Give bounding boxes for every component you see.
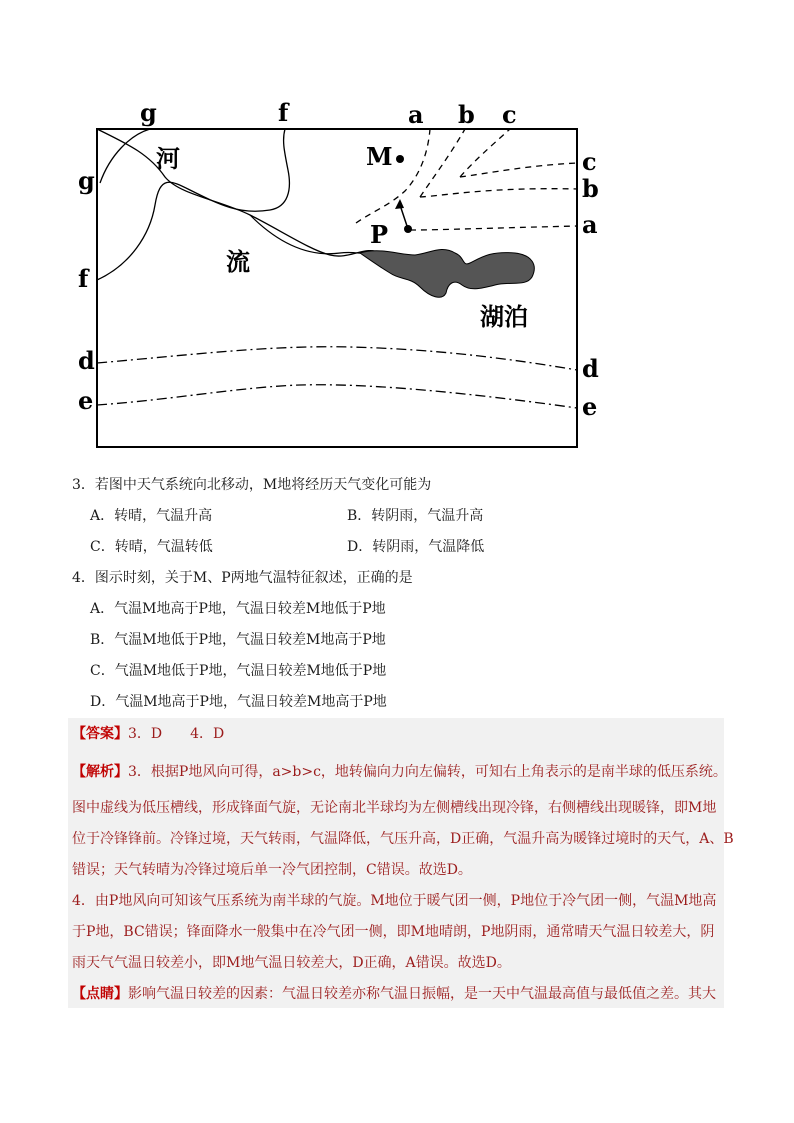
label-f-top: f [278, 98, 289, 127]
river-line-mouth [250, 215, 370, 254]
analysis-line-1 [72, 762, 727, 782]
label-d-left: d [78, 346, 95, 375]
answer-text: 3．D 4．D [128, 726, 225, 742]
line-e [97, 385, 577, 408]
isobar-b [420, 189, 578, 197]
analysis-tag: 【解析】 [72, 764, 128, 780]
river-line-f [97, 129, 289, 280]
label-a-right: a [582, 210, 598, 239]
analysis-line-2: 图中虚线为低压槽线，形成锋面气旋，无论南北半球均为左侧槽线出现冷锋，右侧槽线出现暖锋，即M地 [72, 800, 717, 816]
comment-tag: 【点睛】 [72, 986, 128, 1002]
trough-line-right [460, 129, 510, 177]
q3-option-c: C．转晴，气温转低 [90, 539, 213, 555]
answer-tag: 【答案】 [72, 726, 128, 742]
label-b-right: b [582, 174, 599, 203]
label-e-right: e [582, 392, 598, 421]
answer-line [72, 724, 224, 744]
comment-line [72, 984, 716, 1004]
q4-option-c: C．气温M地低于P地，气温日较差M地低于P地 [90, 663, 387, 679]
label-g-left: g [78, 166, 95, 195]
river-bank-g [97, 129, 380, 256]
label-c-top: c [502, 100, 517, 129]
answer-analysis-block [68, 718, 734, 1008]
line-d [97, 347, 577, 370]
wind-arrow-head [395, 199, 404, 209]
question-4-stem: 4．图示时刻，关于M、P两地气温特征叙述，正确的是 [72, 570, 413, 586]
q3-option-a: A．转晴，气温升高 [90, 508, 213, 524]
point-p-label: P [370, 220, 389, 249]
question-3-stem: 3．若图中天气系统向北移动，M地将经历天气变化可能为 [72, 477, 432, 493]
label-b-top: b [458, 100, 475, 129]
label-f-left: f [78, 264, 89, 293]
wind-arrow [400, 205, 408, 229]
q4-option-a: A．气温M地高于P地，气温日较差M地低于P地 [90, 601, 386, 617]
river-label-1: 河 [156, 144, 180, 173]
river-line-g-left [100, 129, 150, 183]
trough-line-mid [420, 129, 465, 197]
point-m-dot [396, 155, 404, 163]
analysis-line-7: 雨天气气温日较差小，即M地气温日较差大，D正确，A错误。故选D。 [72, 955, 511, 971]
label-c-right: c [582, 147, 597, 176]
lake [360, 250, 534, 298]
comment-text: 影响气温日较差的因素：气温日较差亦称气温日振幅，是一天中气温最高值与最低值之差。其大 [128, 986, 716, 1002]
label-a-top: a [408, 100, 424, 129]
label-d-right: d [582, 354, 599, 383]
river-label-2: 流 [226, 247, 250, 276]
analysis-line-5: 4．由P地风向可知该气压系统为南半球的气旋。M地位于暖气团一侧，P地位于冷气团一侧，气温M地高 [72, 893, 717, 909]
isobar-a [410, 226, 578, 230]
analysis-text-1: 3．根据P地风向可得，a>b>c，地转偏向力向左偏转，可知右上角表示的是南半球的低压系统。 [128, 764, 727, 780]
analysis-line-3: 位于冷锋锋前。冷锋过境，天气转雨，气温降低，气压升高，D正确，气温升高为暖锋过境时的天气，A、B [72, 831, 734, 847]
lake-label: 湖泊 [480, 302, 528, 331]
isobar-c [460, 163, 578, 177]
q3-option-d: D．转阴雨，气温降低 [347, 539, 485, 555]
map-frame [97, 129, 577, 447]
analysis-line-6: 于P地，BC错误；锋面降水一般集中在冷气团一侧，即M地晴朗，P地阴雨，通常晴天气温日较差大，阴 [72, 924, 715, 940]
point-m-label: M [366, 142, 393, 171]
q3-option-b: B．转阴雨，气温升高 [347, 508, 484, 524]
label-g-top: g [140, 98, 157, 127]
weather-map-figure [70, 95, 610, 455]
analysis-line-4: 错误；天气转晴为冷锋过境后单一冷气团控制，C错误。故选D。 [72, 862, 472, 878]
q4-option-d: D．气温M地高于P地，气温日较差M地高于P地 [90, 694, 387, 710]
q4-option-b: B．气温M地低于P地，气温日较差M地高于P地 [90, 632, 386, 648]
label-e-left: e [78, 386, 94, 415]
